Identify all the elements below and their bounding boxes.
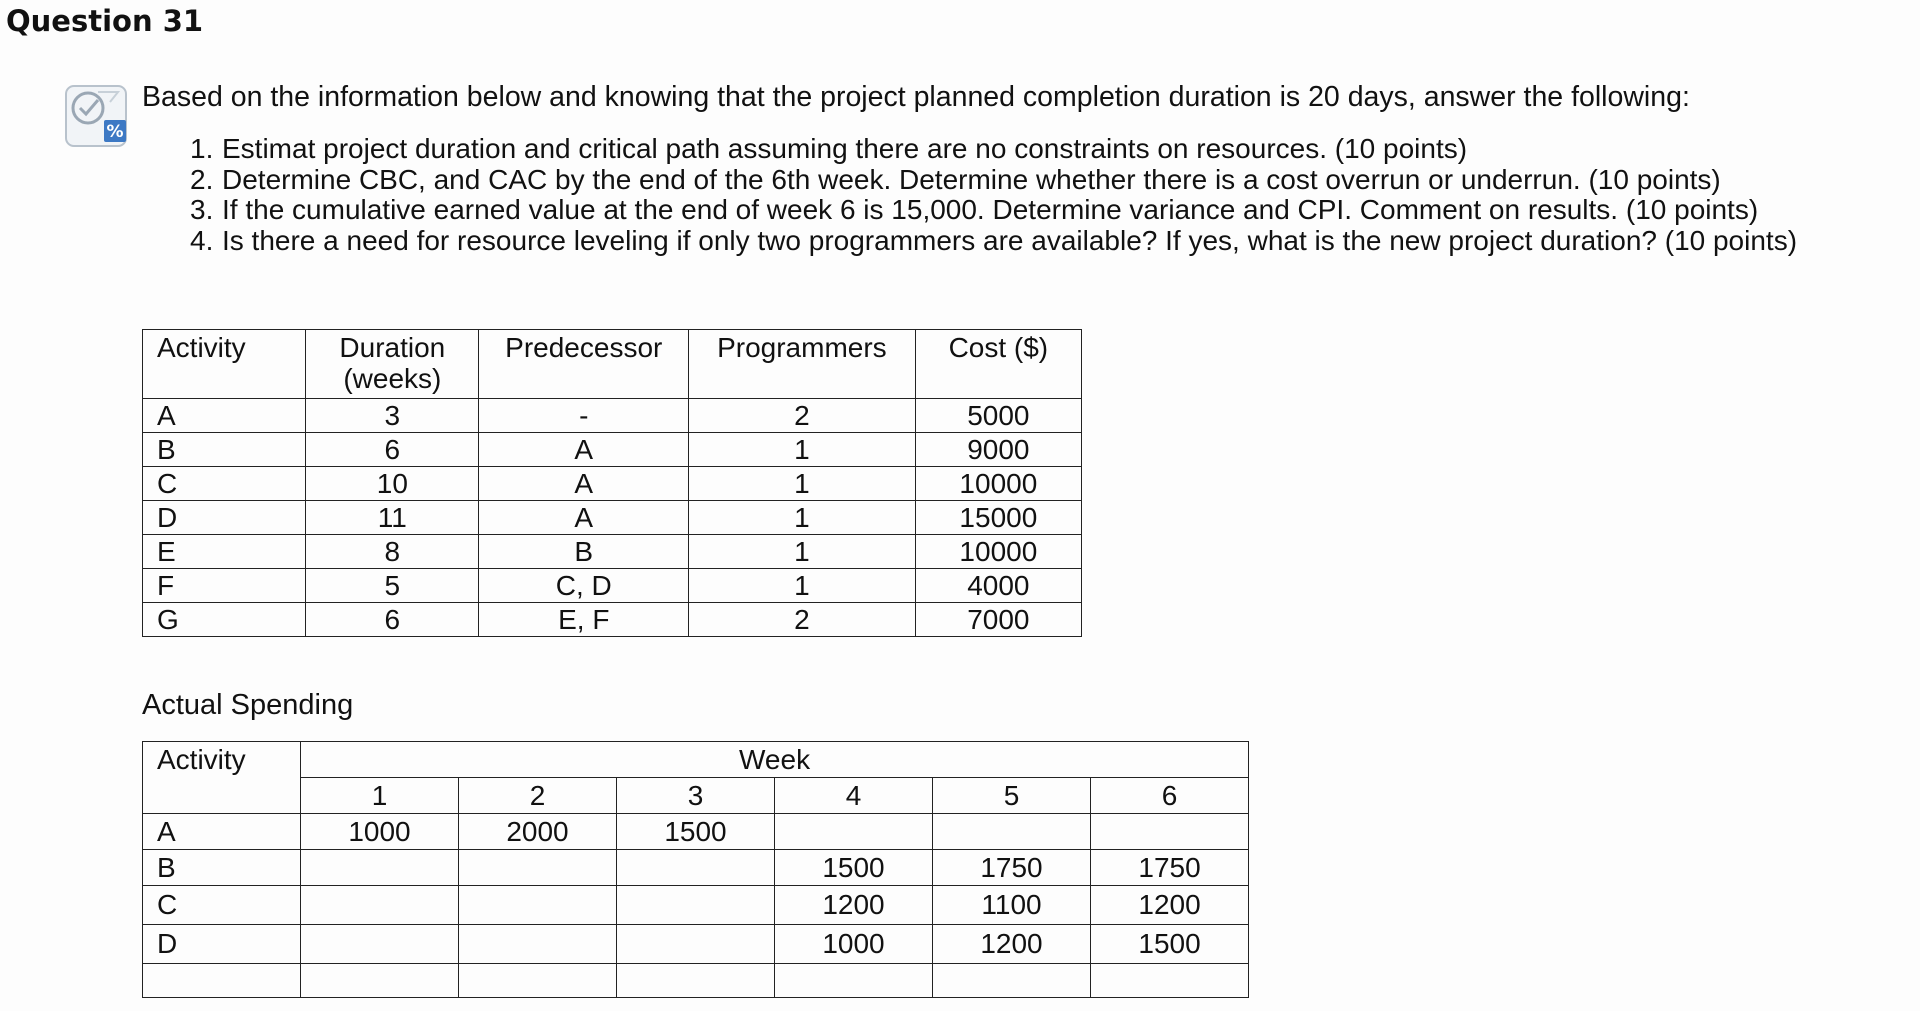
table-row bbox=[143, 886, 1249, 925]
item-number: 4. bbox=[190, 224, 214, 256]
table-row bbox=[143, 467, 1082, 501]
cell-predecessor: B bbox=[479, 535, 689, 569]
cell-spend bbox=[301, 964, 459, 998]
header-week-number: 3 bbox=[617, 778, 775, 814]
header-week-number: 1 bbox=[301, 778, 459, 814]
actual-spending-label: Actual Spending bbox=[142, 689, 354, 721]
cell-programmers: 2 bbox=[689, 399, 916, 433]
cell-activity: F bbox=[143, 569, 306, 603]
table-header-row bbox=[143, 742, 1249, 778]
list-item bbox=[190, 226, 1797, 257]
cell-predecessor: E, F bbox=[479, 603, 689, 637]
cell-spend bbox=[301, 850, 459, 886]
cell-spend: 1000 bbox=[775, 925, 933, 964]
table-row bbox=[143, 603, 1082, 637]
cell-spend bbox=[775, 964, 933, 998]
cell-activity: A bbox=[143, 814, 301, 850]
cell-cost: 15000 bbox=[915, 501, 1081, 535]
table-row bbox=[143, 964, 1249, 998]
svg-text:%: % bbox=[106, 122, 124, 142]
cell-cost: 7000 bbox=[915, 603, 1081, 637]
list-item bbox=[190, 134, 1797, 165]
cell-spend: 1500 bbox=[775, 850, 933, 886]
cell-spend: 1100 bbox=[933, 886, 1091, 925]
item-number: 1. bbox=[190, 133, 214, 164]
cell-spend bbox=[617, 925, 775, 964]
cell-spend bbox=[301, 886, 459, 925]
header-predecessor: Predecessor bbox=[479, 330, 689, 399]
cell-programmers: 1 bbox=[689, 433, 916, 467]
cell-cost: 4000 bbox=[915, 569, 1081, 603]
header-programmers: Programmers bbox=[689, 330, 916, 399]
cell-spend bbox=[459, 886, 617, 925]
header-duration bbox=[306, 330, 479, 399]
cell-spend bbox=[459, 925, 617, 964]
header-cost: Cost ($) bbox=[915, 330, 1081, 399]
activity-table bbox=[142, 329, 1082, 637]
header-duration-line1: Duration bbox=[339, 332, 446, 363]
table-header-row bbox=[143, 330, 1082, 399]
cell-programmers: 1 bbox=[689, 535, 916, 569]
cell-activity: E bbox=[143, 535, 306, 569]
cell-programmers: 1 bbox=[689, 467, 916, 501]
table-row bbox=[143, 399, 1082, 433]
question-list bbox=[190, 134, 1797, 256]
cell-spend: 1500 bbox=[1091, 925, 1249, 964]
header-week-number: 5 bbox=[933, 778, 1091, 814]
header-activity: Activity bbox=[143, 742, 301, 814]
cell-spend: 2000 bbox=[459, 814, 617, 850]
item-number: 3. bbox=[190, 194, 214, 225]
cell-spend: 1750 bbox=[1091, 850, 1249, 886]
cell-spend bbox=[1091, 814, 1249, 850]
cell-predecessor: - bbox=[479, 399, 689, 433]
table-header-row bbox=[143, 778, 1249, 814]
table-row bbox=[143, 569, 1082, 603]
cell-programmers: 2 bbox=[689, 603, 916, 637]
cell-spend bbox=[933, 964, 1091, 998]
item-text: Determine CBC, and CAC by the end of the 6th week. Determine whether there is a cost overrun or underrun. (10 points) bbox=[222, 163, 1721, 195]
cell-spend: 1200 bbox=[1091, 886, 1249, 925]
header-week-number: 2 bbox=[459, 778, 617, 814]
list-item bbox=[190, 165, 1797, 196]
cell-cost: 9000 bbox=[915, 433, 1081, 467]
cell-cost: 5000 bbox=[915, 399, 1081, 433]
cell-spend bbox=[775, 814, 933, 850]
cell-spend: 1000 bbox=[301, 814, 459, 850]
cell-duration: 10 bbox=[306, 467, 479, 501]
actual-spending-table bbox=[142, 741, 1249, 998]
cell-spend bbox=[933, 814, 1091, 850]
cell-duration: 6 bbox=[306, 433, 479, 467]
cell-predecessor: A bbox=[479, 467, 689, 501]
header-duration-line2: (weeks) bbox=[343, 363, 442, 394]
calculation-question-icon bbox=[64, 84, 130, 150]
table-row bbox=[143, 850, 1249, 886]
header-week-number: 4 bbox=[775, 778, 933, 814]
question-title: Question 31 bbox=[6, 4, 204, 38]
cell-spend bbox=[617, 886, 775, 925]
table-row bbox=[143, 925, 1249, 964]
cell-activity: G bbox=[143, 603, 306, 637]
list-item bbox=[190, 195, 1797, 226]
cell-cost: 10000 bbox=[915, 535, 1081, 569]
item-text: Is there a need for resource leveling if only two programmers are available? If yes, what is the new project duration? (10 points) bbox=[222, 224, 1798, 256]
cell-activity: D bbox=[143, 501, 306, 535]
header-activity: Activity bbox=[143, 330, 306, 399]
cell-duration: 6 bbox=[306, 603, 479, 637]
cell-spend bbox=[459, 850, 617, 886]
cell-spend: 1200 bbox=[933, 925, 1091, 964]
item-text: Estimat project duration and critical path assuming there are no constraints on resources. (10 points) bbox=[222, 133, 1468, 164]
header-week-number: 6 bbox=[1091, 778, 1249, 814]
cell-predecessor: A bbox=[479, 433, 689, 467]
cell-predecessor: A bbox=[479, 501, 689, 535]
item-text: If the cumulative earned value at the end of week 6 is 15,000. Determine variance and CPI. Comment on results. (10 points) bbox=[222, 194, 1759, 225]
cell-spend bbox=[301, 925, 459, 964]
cell-spend: 1750 bbox=[933, 850, 1091, 886]
cell-duration: 3 bbox=[306, 399, 479, 433]
cell-cost: 10000 bbox=[915, 467, 1081, 501]
cell-spend bbox=[617, 964, 775, 998]
cell-activity: C bbox=[143, 467, 306, 501]
cell-activity: B bbox=[143, 433, 306, 467]
cell-activity: D bbox=[143, 925, 301, 964]
cell-spend bbox=[459, 964, 617, 998]
cell-spend bbox=[617, 850, 775, 886]
table-row bbox=[143, 814, 1249, 850]
cell-programmers: 1 bbox=[689, 501, 916, 535]
header-week: Week bbox=[301, 742, 1249, 778]
cell-activity: C bbox=[143, 886, 301, 925]
cell-activity: B bbox=[143, 850, 301, 886]
cell-duration: 8 bbox=[306, 535, 479, 569]
item-number: 2. bbox=[190, 163, 214, 195]
cell-duration: 5 bbox=[306, 569, 479, 603]
cell-activity bbox=[143, 964, 301, 998]
cell-activity: A bbox=[143, 399, 306, 433]
cell-spend: 1200 bbox=[775, 886, 933, 925]
table-row bbox=[143, 535, 1082, 569]
table-row bbox=[143, 501, 1082, 535]
cell-duration: 11 bbox=[306, 501, 479, 535]
cell-programmers: 1 bbox=[689, 569, 916, 603]
question-intro: Based on the information below and knowing that the project planned completion duration is 20 days, answer the following: bbox=[142, 81, 1690, 113]
table-row bbox=[143, 433, 1082, 467]
cell-spend bbox=[1091, 964, 1249, 998]
cell-spend: 1500 bbox=[617, 814, 775, 850]
cell-predecessor: C, D bbox=[479, 569, 689, 603]
